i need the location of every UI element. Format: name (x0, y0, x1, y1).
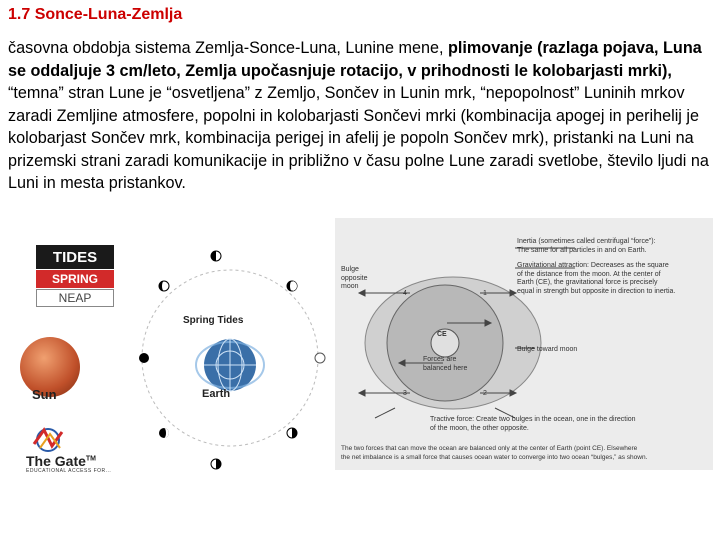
label-num-3: 3 (403, 390, 407, 397)
the-gate-tm: TM (85, 455, 97, 463)
label-grav-line4: equal in strength but opposite in direction to inertia. (517, 287, 676, 295)
slide-title: 1.7 Sonce-Luna-Zemlja (8, 6, 183, 23)
label-bulge-toward: Bulge toward moon (517, 346, 578, 353)
tides-figure (20, 242, 330, 477)
the-gate-logo-icon (26, 424, 106, 452)
moon-phase-right-icon (315, 353, 325, 363)
the-gate-name: The Gate (26, 453, 86, 469)
moon-phase-upper-left-icon (159, 281, 169, 291)
earth-globe-icon (196, 339, 264, 391)
moon-phase-upper-right-icon (287, 281, 297, 291)
label-tractive-line2: of the moon, the other opposite. (430, 424, 529, 432)
moon-phase-lower-left-icon (159, 428, 169, 438)
moon-phase-bottom-icon (211, 459, 221, 469)
label-grav-line2: of the distance from the moon. At the center of (517, 270, 661, 278)
label-num-2: 2 (483, 390, 487, 397)
moon-phase-left-icon (139, 353, 149, 363)
label-ce: CE (437, 331, 447, 338)
caption-line1: The two forces that can move the ocean are balanced only at the center of Earth (point CE). Elsewhere (341, 445, 638, 452)
spring-tab[interactable]: SPRING (36, 270, 114, 288)
label-inertia-line1: Inertia (sometimes called centrifugal “force”): (517, 238, 656, 245)
slide-body (8, 37, 713, 195)
moon-phase-top-icon (211, 251, 221, 261)
label-tractive (430, 416, 710, 433)
sun-label: Sun (32, 387, 57, 402)
neap-tab[interactable]: NEAP (36, 289, 114, 307)
label-grav-line1: Gravitational attraction: Decreases as the square (517, 262, 669, 269)
earth-label: Earth (202, 388, 231, 400)
label-inertia (517, 238, 707, 255)
spring-tides-label: Spring Tides (183, 315, 244, 326)
body-text-rest: “temna” stran Lune je “osvetljena” z Zemljo, Sončev in Lunin mrk, “nepopolnost” Luninih mrkov zaradi Zemljine atmosfere, popolni in kolobarjasti Sončevi mrki (kombinacija apogej in perihelij je kolobarjast Sončev mrk, kombinacija perigej in afelij je popoln Sončev mrk), pristanki na Luni na prizemski strani zaradi komunikacije in približno v času polne Lune zaradi svetlobe, število ljudi na Luni in mesta pristankov. (8, 84, 709, 192)
body-text-bold: plimovanje (razlaga pojava, Luna se oddaljuje 3 cm/leto, Zemlja upočasnjuje rotacijo, v prihodnosti le kolobarjasti mrki), (8, 39, 702, 80)
caption-line2: the net imbalance is a small force that causes ocean water to converge into two ocean “bulges,” as shown. (341, 453, 648, 461)
body-text-intro: časovna obdobja sistema Zemlja-Sonce-Luna, Lunine mene, (8, 39, 449, 57)
moon-phase-lower-right-icon (287, 428, 297, 438)
label-num-1: 1 (483, 290, 487, 297)
label-grav-line3: Earth (CE), the gravitational force is precisely (517, 279, 658, 286)
the-gate-label (26, 453, 96, 469)
label-tractive-line1: Tractive force: Create two bulges in the ocean, one in the direction (430, 416, 636, 423)
moon-phases-orbit (120, 242, 330, 477)
tidal-force-diagram (335, 218, 713, 470)
the-gate-subtitle: EDUCATIONAL ACCESS FOR... (26, 468, 112, 474)
label-balanced: Forces are balanced here (423, 356, 468, 372)
label-num-4: 4 (403, 290, 407, 297)
label-gravitational (517, 262, 709, 296)
tides-header: TIDES (36, 245, 114, 269)
label-bulge-opposite: Bulge opposite moon (341, 266, 368, 290)
diagram-caption (341, 445, 711, 462)
label-inertia-line2: The same for all particles in and on Earth. (517, 246, 647, 254)
